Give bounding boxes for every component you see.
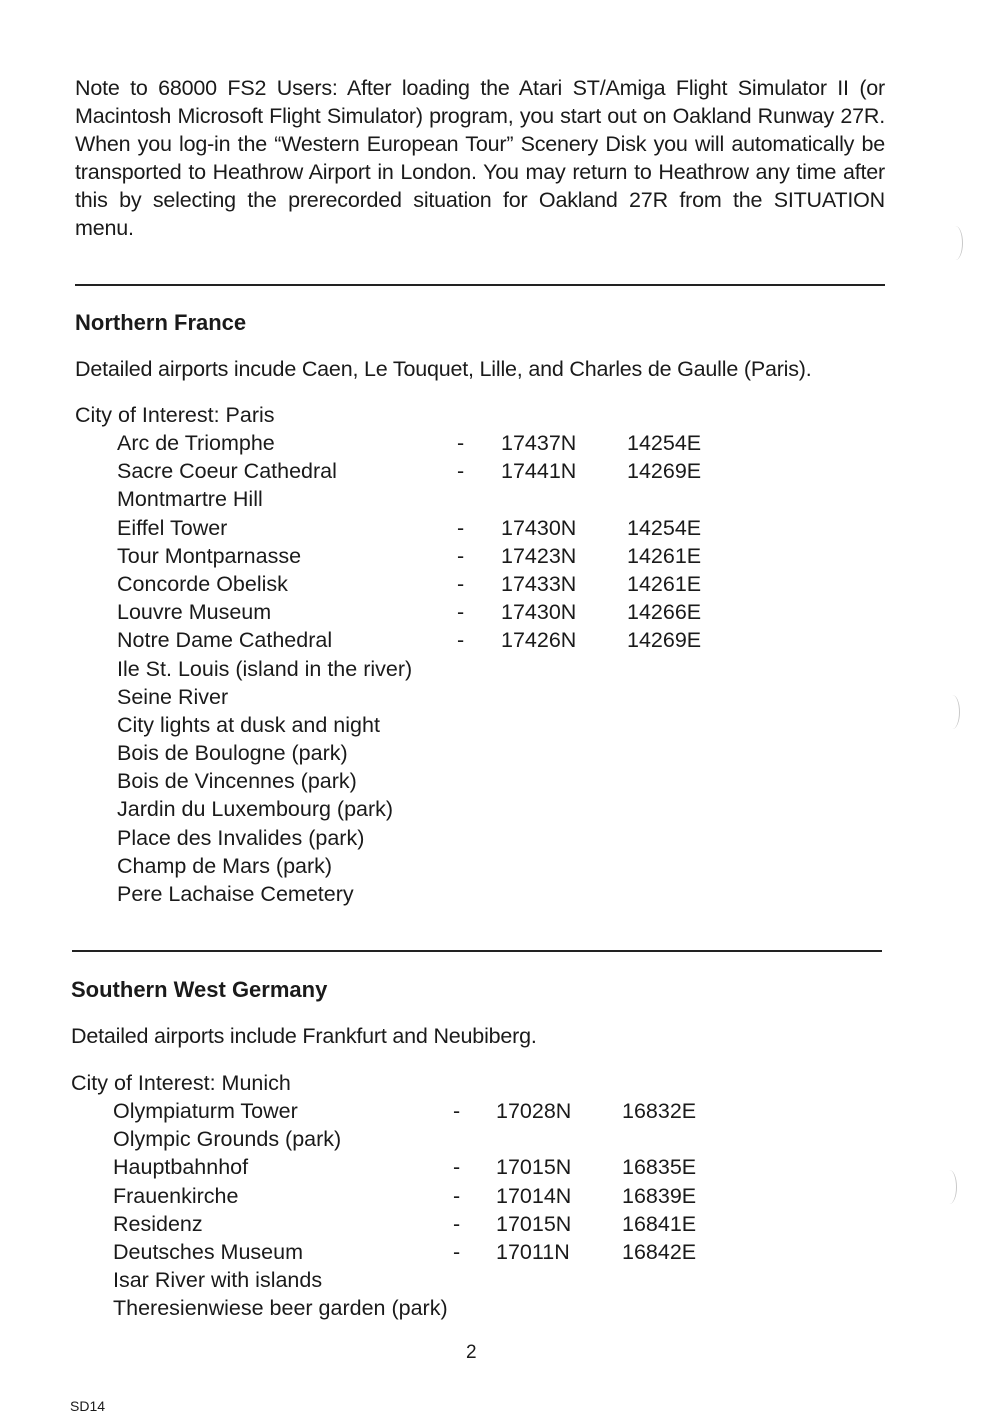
landmark-row [117,854,817,882]
landmark-name: City lights at dusk and night [117,712,380,737]
landmark-row [117,826,817,854]
section-divider [75,284,885,286]
separator-dash: - [453,1239,461,1264]
longitude-coordinate: 14266E [627,600,702,625]
landmark-row [113,1268,813,1296]
landmark-row [113,1099,813,1127]
landmark-name: Frauenkirche [113,1183,239,1208]
landmark-name: Ile St. Louis (island in the river) [117,656,413,681]
landmark-name: Olympiaturm Tower [113,1099,298,1123]
section-description-germany: Detailed airports include Frankfurt and Neubiberg. [71,1024,537,1048]
separator-dash: - [457,571,465,596]
separator-dash: - [453,1211,461,1236]
longitude-coordinate: 14269E [627,459,702,484]
landmark-list-paris [117,431,817,910]
landmark-name: Champ de Mars (park) [117,853,333,878]
landmark-row [117,600,817,628]
landmark-row [117,797,817,825]
binding-mark [945,695,960,729]
separator-dash: - [457,600,465,625]
section-heading-france: Northern France [75,310,247,335]
latitude-coordinate: 17430N [501,515,577,540]
landmark-row [113,1240,813,1268]
landmark-row [117,431,817,459]
separator-dash: - [457,515,465,540]
section-heading-germany: Southern West Germany [71,977,328,1002]
latitude-coordinate: 17433N [501,571,577,596]
landmark-row [117,882,817,910]
section-description-france: Detailed airports incude Caen, Le Touquet, Lille, and Charles de Gaulle (Paris). [75,357,812,381]
landmark-row [117,516,817,544]
latitude-coordinate: 17430N [501,600,577,625]
landmark-name: Bois de Vincennes (park) [117,769,357,794]
landmark-name: Pere Lachaise Cemetery [117,882,354,906]
landmark-name: Tour Montparnasse [117,543,302,568]
longitude-coordinate: 16839E [622,1183,697,1208]
latitude-coordinate: 17423N [501,543,577,568]
landmark-row [117,572,817,600]
landmark-name: Arc de Triomphe [117,431,275,455]
landmark-name: Theresienwiese beer garden (park) [113,1296,448,1321]
landmark-row [117,544,817,572]
landmark-row [117,685,817,713]
longitude-coordinate: 16832E [622,1099,697,1123]
longitude-coordinate: 16841E [622,1211,697,1236]
city-of-interest-munich: City of Interest: Munich [71,1071,291,1095]
separator-dash: - [457,543,465,568]
separator-dash: - [457,431,465,455]
landmark-name: Deutsches Museum [113,1239,303,1264]
latitude-coordinate: 17014N [496,1183,572,1208]
landmark-row [113,1184,813,1212]
landmark-row [113,1155,813,1183]
landmark-row [117,657,817,685]
longitude-coordinate: 16842E [622,1239,697,1264]
landmark-name: Jardin du Luxembourg (park) [117,797,394,822]
landmark-name: Concorde Obelisk [117,571,288,596]
landmark-row [117,769,817,797]
binding-mark [948,226,963,260]
section-divider [72,950,882,952]
latitude-coordinate: 17028N [496,1099,572,1123]
separator-dash: - [457,459,465,484]
landmark-row [113,1296,813,1324]
latitude-coordinate: 17441N [501,459,577,484]
landmark-row [117,459,817,487]
separator-dash: - [457,628,465,653]
landmark-name: Bois de Boulogne (park) [117,741,348,766]
page-number: 2 [466,1342,477,1363]
latitude-coordinate: 17015N [496,1155,572,1180]
landmark-name: Hauptbahnhof [113,1155,249,1180]
city-of-interest-paris: City of Interest: Paris [75,403,275,427]
landmark-row [117,487,817,515]
longitude-coordinate: 14254E [627,515,702,540]
landmark-name: Louvre Museum [117,600,272,625]
landmark-name: Montmartre Hill [117,487,263,512]
intro-note: Note to 68000 FS2 Users: After loading the Atari ST/Amiga Flight Simulator II (or Macintosh Microsoft Flight Simulator) program, you start out on Oakland Runway 27R. When you log-in the “Western European Tour” Scenery Disk you will automatically be transported to Heathrow Airport in London. You may return to Heathrow any time after this by selecting the prerecorded situation for Oakland 27R from the SITUATION menu. [75,76,885,240]
latitude-coordinate: 17015N [496,1211,572,1236]
landmark-name: Notre Dame Cathedral [117,628,333,653]
landmark-name: Residenz [113,1211,203,1236]
longitude-coordinate: 14254E [627,431,702,455]
binding-mark [942,1170,957,1204]
longitude-coordinate: 16835E [622,1155,697,1180]
longitude-coordinate: 14269E [627,628,702,653]
separator-dash: - [453,1099,461,1123]
document-code: SD14 [70,1398,106,1414]
landmark-name: Sacre Coeur Cathedral [117,459,337,484]
separator-dash: - [453,1155,461,1180]
landmark-name: Seine River [117,684,229,709]
landmark-list-munich [113,1099,813,1325]
longitude-coordinate: 14261E [627,543,702,568]
latitude-coordinate: 17426N [501,628,577,653]
latitude-coordinate: 17011N [496,1239,570,1264]
longitude-coordinate: 14261E [627,571,702,596]
landmark-row [113,1127,813,1155]
landmark-name: Place des Invalides (park) [117,825,365,850]
landmark-name: Eiffel Tower [117,515,228,540]
landmark-row [117,713,817,741]
landmark-name: Olympic Grounds (park) [113,1127,342,1152]
latitude-coordinate: 17437N [501,431,577,455]
separator-dash: - [453,1183,461,1208]
landmark-name: Isar River with islands [113,1268,323,1293]
landmark-row [113,1212,813,1240]
landmark-row [117,741,817,769]
landmark-row [117,628,817,656]
